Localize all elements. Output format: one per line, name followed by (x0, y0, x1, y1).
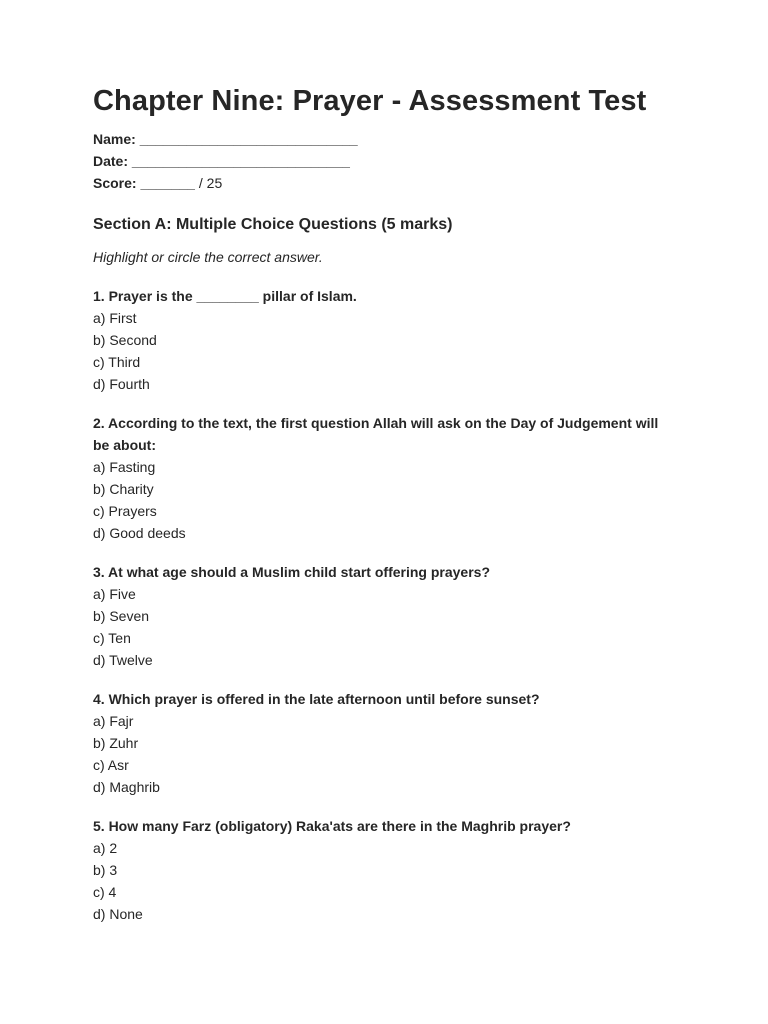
option-a: a) 2 (93, 840, 118, 856)
option-b: b) 3 (93, 862, 118, 878)
date-label: Date: (93, 153, 129, 169)
question-4 (93, 688, 675, 798)
option-a: a) Fasting (93, 459, 156, 475)
name-field (93, 128, 675, 150)
question-3 (93, 561, 675, 671)
question-5 (93, 815, 675, 925)
option-c: c) Asr (93, 757, 129, 773)
option-d: d) None (93, 906, 143, 922)
option-b: b) Charity (93, 481, 154, 497)
option-d: d) Good deeds (93, 525, 186, 541)
option-b: b) Zuhr (93, 735, 139, 751)
section-a-instruction: Highlight or circle the correct answer. (93, 249, 323, 265)
score-total: / 25 (198, 175, 223, 191)
name-label: Name: (93, 131, 136, 147)
option-c: c) Ten (93, 630, 131, 646)
option-b: b) Seven (93, 608, 150, 624)
question-1 (93, 285, 675, 395)
question-text: 3. At what age should a Muslim child start offering prayers? (93, 564, 490, 580)
question-text: 5. How many Farz (obligatory) Raka'ats are there in the Maghrib prayer? (93, 818, 571, 834)
option-a: a) Fajr (93, 713, 134, 729)
question-2 (93, 412, 675, 544)
option-c: c) Prayers (93, 503, 157, 519)
question-text: 2. According to the text, the first question Allah will ask on the Day of Judgement will be about: (93, 415, 659, 453)
option-a: a) First (93, 310, 137, 326)
question-list (93, 285, 675, 925)
date-blank: ____________________________ (131, 153, 350, 169)
score-blank: _______ (140, 175, 195, 191)
score-field (93, 172, 675, 194)
option-d: d) Maghrib (93, 779, 160, 795)
question-text: 4. Which prayer is offered in the late afternoon until before sunset? (93, 691, 540, 707)
option-d: d) Fourth (93, 376, 150, 392)
option-c: c) 4 (93, 884, 117, 900)
option-c: c) Third (93, 354, 141, 370)
option-d: d) Twelve (93, 652, 153, 668)
question-text: 1. Prayer is the ________ pillar of Islam. (93, 288, 357, 304)
option-b: b) Second (93, 332, 157, 348)
name-blank: ____________________________ (139, 131, 358, 147)
option-a: a) Five (93, 586, 136, 602)
page-title: Chapter Nine: Prayer - Assessment Test (93, 85, 647, 117)
date-field (93, 150, 675, 172)
score-label: Score: (93, 175, 137, 191)
section-a-heading: Section A: Multiple Choice Questions (5 marks) (93, 216, 453, 233)
